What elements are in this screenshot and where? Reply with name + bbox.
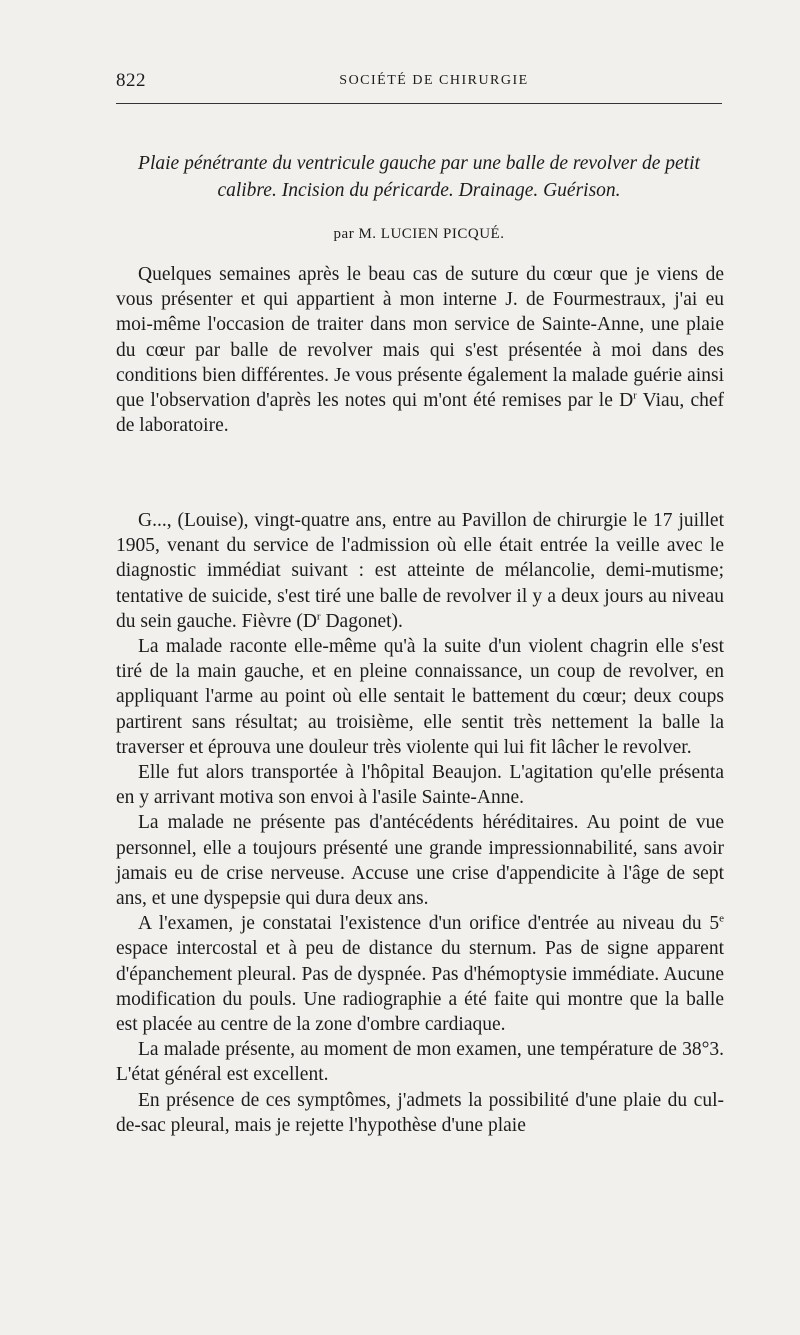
page-number: 822: [116, 70, 146, 91]
article-title: Plaie pénétrante du ventricule gauche par une balle de revolver de petit calibre. Incision du péricarde. Drainage. Guérison.: [138, 153, 700, 201]
intro-paragraph: Quelques semaines après le beau cas de suture du cœur que je viens de vous présenter et qui appartient à mon interne J. de Fourmestraux, j'ai eu moi-même l'occasion de traiter dans mon service de Sainte-Anne, une plaie du cœur par balle de revolver mais qui s'est présentée à moi dans des conditions bien différentes. Je vous présente également la malade guérie ainsi que l'observation d'après les notes qui m'ont été remises par le $D^r$ Viau, chef de laboratoire.: [116, 264, 725, 437]
case-block: [116, 508, 724, 1138]
intro-block: [116, 262, 724, 438]
case-paragraph-2: La malade raconte elle-même qu'à la suite d'un violent chagrin elle s'est tiré de la main gauche, et en pleine connaissance, un coup de revolver, en appliquant l'arme au point où elle sentait le battement du cœur; deux coups partirent sans résultat; au troisième, elle sentit très nettement la balle la traverser et éprouva une douleur très violente qui lui fit lâcher le revolver.: [116, 636, 724, 758]
case-paragraph-3: Elle fut alors transportée à l'hôpital Beaujon. L'agitation qu'elle présenta en y arrivant motiva son envoi à l'asile Sainte-Anne.: [116, 762, 724, 809]
case-paragraph-6: La malade présente, au moment de mon examen, une température de 38°3. L'état général est excellent.: [116, 1039, 724, 1086]
running-head: SOCIÉTÉ DE CHIRURGIE: [339, 73, 529, 88]
author-byline: par M. LUCIEN PICQUÉ.: [333, 226, 505, 242]
case-paragraph-4: La malade ne présente pas d'antécédents héréditaires. Au point de vue personnel, elle a toujours présenté une grande impressionnabilité, sans avoir jamais eu de crise nerveuse. Accuse une crise d'appendicite à l'âge de sept ans, et une dyspepsie qui dura deux ans.: [116, 812, 724, 910]
page-header: [116, 70, 722, 96]
case-paragraph-7: En présence de ces symptômes, j'admets la possibilité d'une plaie du cul-de-sac pleural, mais je rejette l'hypothèse d'une plaie: [116, 1089, 724, 1136]
header-rule: [116, 103, 722, 104]
case-paragraph-1: G..., (Louise), vingt-quatre ans, entre au Pavillon de chirurgie le 17 juillet 1905, venant du service de l'admission où elle était entrée la veille avec le diagnostic immédiat suivant : est atteinte de mélancolie, demi-mutisme; tentative de suicide, s'est tiré une balle de revolver il y a deux jours au niveau du sein gauche. Fièvre ($D^r$ Dagonet).: [116, 510, 724, 632]
case-paragraph-5: A l'examen, je constatai l'existence d'un orifice d'entrée au niveau du 5e espace intercostal et à peu de distance du sternum. Pas de signe apparent d'épanchement pleural. Pas de dyspnée. Pas d'hémoptysie immédiate. Aucune modification du pouls. Une radiographie a été faite qui montre que la balle est placée au centre de la zone d'ombre cardiaque.: [116, 912, 724, 1036]
